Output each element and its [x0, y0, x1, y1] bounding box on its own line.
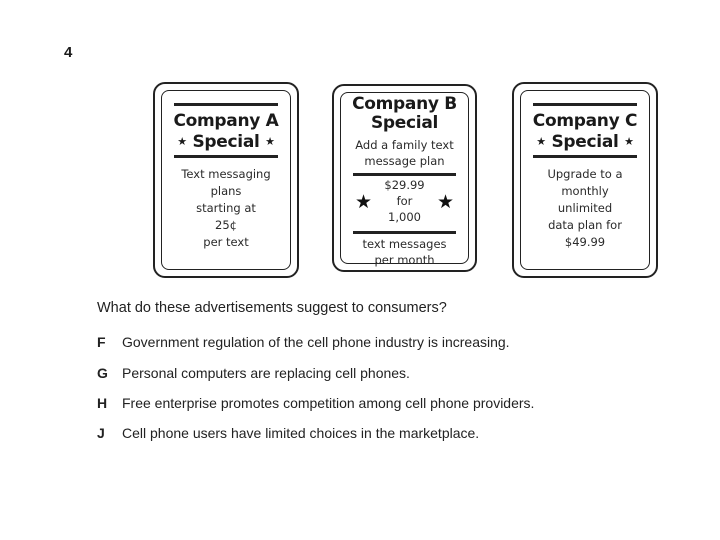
choice-text: Government regulation of the cell phone industry is increasing.	[122, 334, 510, 350]
question-number: 4	[64, 44, 73, 61]
star-icon: ★	[536, 135, 546, 148]
ad-card-company-a	[153, 82, 299, 278]
ad-body-line: message plan	[364, 154, 445, 168]
ad-body-line: plans	[210, 184, 242, 198]
ad-company-name: Company B	[352, 94, 457, 114]
ad-body-line: starting at	[196, 201, 256, 215]
ad-card-inner-border	[161, 90, 291, 270]
ad-special-line	[162, 132, 290, 152]
ad-card-company-b	[332, 84, 477, 272]
choice-text: Cell phone users have limited choices in the marketplace.	[122, 425, 480, 441]
ad-body-line: monthly	[561, 184, 609, 198]
question-prompt: What do these advertisements suggest to consumers?	[97, 300, 447, 316]
ad-card-company-c	[512, 82, 658, 278]
ad-rule-top	[533, 103, 637, 106]
star-icon: ★	[265, 135, 275, 148]
ad-body-line: 25¢	[215, 218, 237, 232]
ad-offer-line: $29.99	[384, 178, 425, 192]
ad-offer-line: 1,000	[388, 210, 421, 224]
ad-company-name: Company A	[173, 111, 279, 131]
ad-body-line: $49.99	[564, 235, 606, 249]
ad-rule-top	[174, 103, 278, 106]
ad-body-line: Add a family text	[355, 138, 454, 152]
ad-card-inner-border	[520, 90, 650, 270]
star-icon: ★	[355, 192, 373, 213]
ad-body-line: unlimited	[557, 201, 613, 215]
ad-rule-top	[353, 173, 456, 176]
ad-special-label: Special	[551, 132, 619, 152]
ad-card-inner-border	[340, 92, 469, 267]
ad-rule-bottom	[533, 155, 637, 158]
star-icon: ★	[436, 192, 454, 213]
ad-body-line: Text messaging	[181, 167, 271, 181]
ad-special-line	[521, 132, 649, 152]
ad-offer-line: for	[396, 194, 413, 208]
ad-body-line: data plan for	[548, 218, 622, 232]
choice-letter: F	[97, 334, 106, 350]
ad-body-line: text messages	[362, 237, 447, 251]
choice-letter: G	[97, 365, 108, 381]
star-icon: ★	[177, 135, 187, 148]
choice-text: Personal computers are replacing cell phones.	[122, 365, 410, 381]
star-icon: ★	[624, 135, 634, 148]
ad-body-line: per month	[374, 253, 435, 267]
choice-letter: J	[97, 425, 105, 441]
ad-special-label: Special	[370, 113, 439, 133]
choice-letter: H	[97, 395, 108, 411]
ad-company-name: Company C	[532, 111, 638, 131]
ad-rule-bottom	[353, 231, 456, 234]
ad-body-line: Upgrade to a	[547, 167, 623, 181]
ad-special-label: Special	[192, 132, 260, 152]
ad-body-line: per text	[203, 235, 249, 249]
ad-rule-bottom	[174, 155, 278, 158]
choice-text: Free enterprise promotes competition among cell phone providers.	[122, 395, 535, 411]
